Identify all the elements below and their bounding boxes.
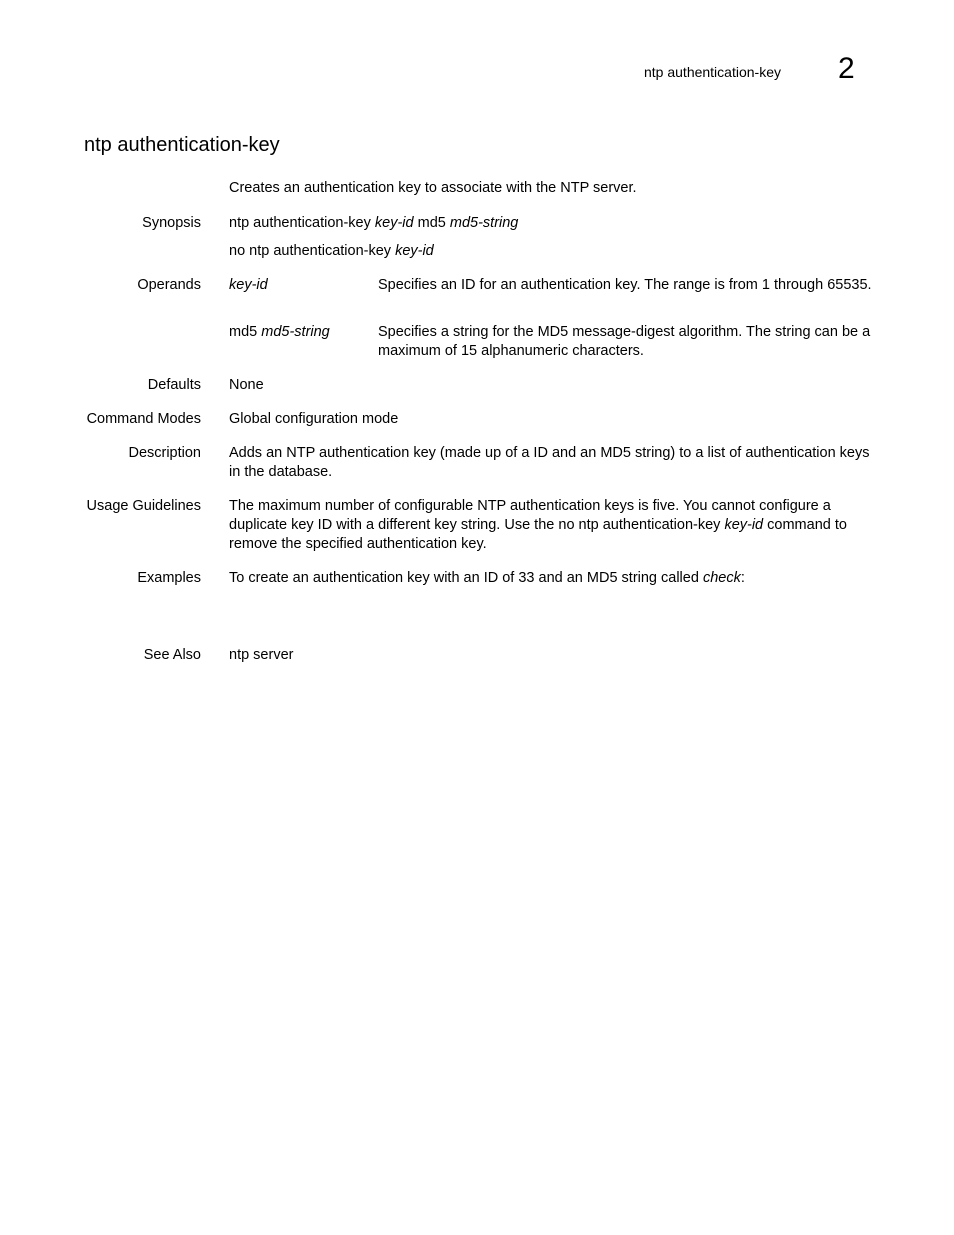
defaults-label: Defaults [147, 377, 201, 393]
usage-guidelines-text: The maximum number of configurable NTP authentication keys is five. You cannot configure a duplicate key ID with a different key string. Use the no ntp authentication-key key-id command to remove the specified authentication key. [229, 498, 847, 552]
defaults-text: None [229, 377, 264, 393]
command-modes-label: Command Modes [86, 411, 201, 427]
synopsis-arg-key-id: key-id [374, 215, 414, 231]
synopsis-no-command: no ntp authentication-key [229, 243, 392, 259]
synopsis-no-arg-key-id: key-id [395, 243, 434, 259]
usage-guidelines-label: Usage Guidelines [86, 498, 201, 514]
command-modes-text: Global configuration mode [229, 411, 399, 427]
operand-key-id-name: key-id [229, 277, 268, 293]
description-label: Description [128, 445, 201, 461]
see-also-label: See Also [143, 647, 201, 663]
running-header: ntp authentication-key [644, 64, 781, 80]
examples-arg: check [702, 570, 741, 586]
synopsis-line-2 [229, 242, 879, 261]
see-also-link-ntp-server[interactable]: ntp server [229, 647, 294, 663]
page-title: ntp authentication-key [84, 134, 280, 156]
synopsis-arg-md5-string: md5-string [449, 215, 519, 231]
operand-key-id-desc: Specifies an ID for an authentication key. The range is from 1 through 65535. [378, 277, 872, 293]
operand-md5-name: md5 md5-string [229, 324, 330, 340]
operands-label: Operands [137, 277, 201, 293]
synopsis-label: Synopsis [142, 215, 201, 231]
examples-text: To create an authentication key with an ID of 33 and an MD5 string called check: [229, 570, 745, 586]
synopsis-keyword-md5: md5 [417, 215, 446, 231]
usage-arg: key-id [724, 517, 764, 533]
description-text: Adds an NTP authentication key (made up of a ID and an MD5 string) to a list of authentication keys in the database. [229, 445, 870, 480]
synopsis-content [229, 214, 879, 261]
usage-command: no ntp authentication-key [558, 517, 721, 533]
examples-label: Examples [137, 570, 201, 586]
intro-text: Creates an authentication key to associate with the NTP server. [229, 180, 637, 196]
operand-md5-desc: Specifies a string for the MD5 message-digest algorithm. The string can be a maximum of 15 alphanumeric characters. [378, 324, 871, 359]
synopsis-command: ntp authentication-key [229, 215, 371, 231]
synopsis-line-1 [229, 214, 879, 233]
chapter-number: 2 [838, 52, 855, 85]
